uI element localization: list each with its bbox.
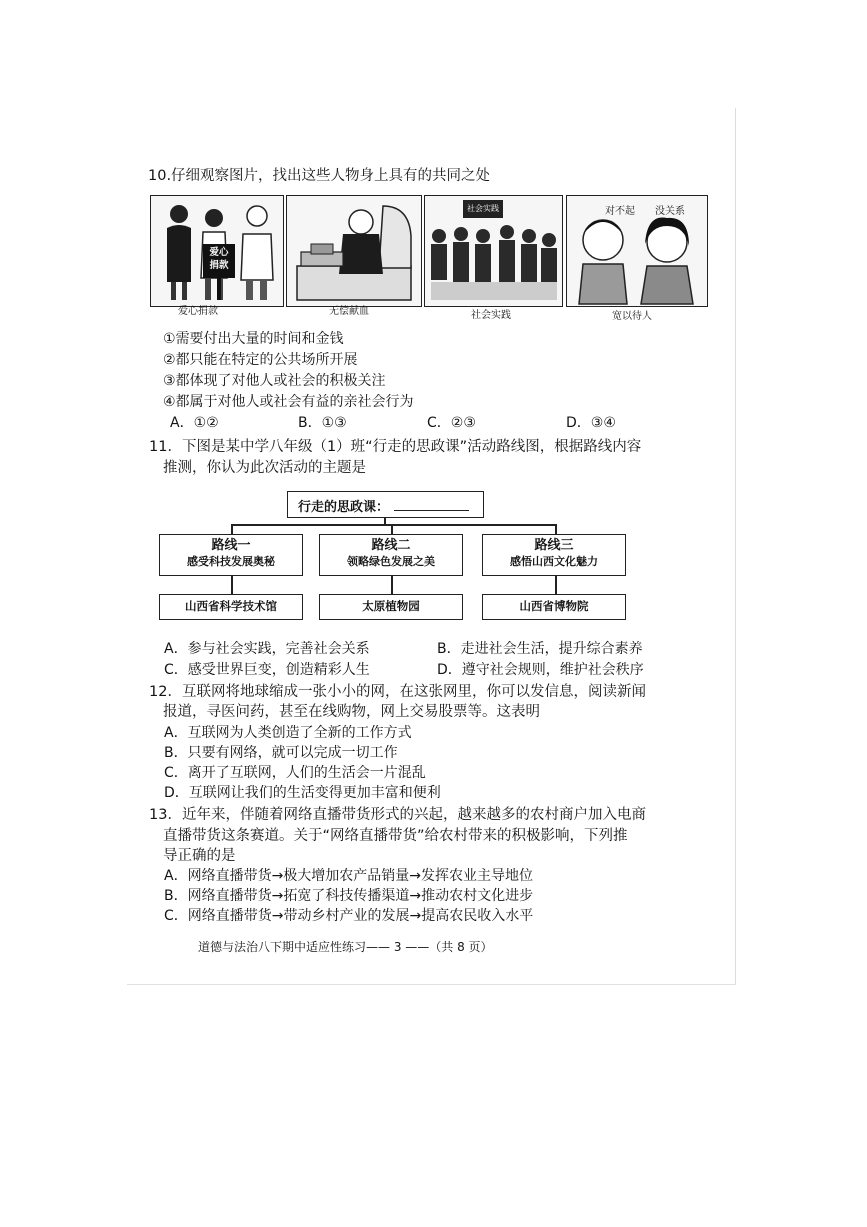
picture-forgiveness bbox=[566, 195, 708, 307]
q12-option-c[interactable]: C．离开了互联网，人们的生活会一片混乱 bbox=[164, 765, 426, 781]
q10-statement-2: ②都只能在特定的公共场所开展 bbox=[163, 352, 358, 368]
page-footer: 道德与法治八下期中适应性练习—— 3 ——（共 8 页） bbox=[198, 940, 493, 954]
q12-option-d[interactable]: D．互联网让我们的生活变得更加丰富和便利 bbox=[164, 785, 441, 801]
caption-donation: 爱心捐款 bbox=[178, 306, 218, 317]
q13-stem-line-1: 13．近年来，伴随着网络直播带货形式的兴起，越来越多的农村商户加入电商 bbox=[149, 807, 646, 823]
connector-bar bbox=[231, 524, 556, 526]
route-1-desc: 感受科技发展奥秘 bbox=[187, 555, 275, 568]
q10-option-a[interactable]: A．①② bbox=[170, 415, 219, 431]
q10-option-c[interactable]: C．②③ bbox=[427, 415, 476, 431]
connector-place-1 bbox=[231, 576, 233, 594]
q10-statement-4: ④都属于对他人或社会有益的亲社会行为 bbox=[163, 394, 414, 410]
q11-option-a[interactable]: A．参与社会实践，完善社会关系 bbox=[164, 641, 370, 657]
caption-social-practice: 社会实践 bbox=[471, 310, 511, 321]
picture-donation bbox=[150, 195, 284, 307]
route-1-name: 路线一 bbox=[211, 538, 251, 553]
q13-option-a[interactable]: A．网络直播带货→极大增加农产品销量→发挥农业主导地位 bbox=[164, 868, 534, 884]
q12-option-a[interactable]: A．互联网为人类创造了全新的工作方式 bbox=[164, 725, 412, 741]
route-map-title: 行走的思政课： bbox=[298, 500, 390, 515]
route-3-box bbox=[482, 534, 626, 576]
q12-stem-line-1: 12．互联网将地球缩成一张小小的网，在这张网里，你可以发信息，阅读新闻 bbox=[149, 684, 646, 700]
q11-option-b[interactable]: B．走进社会生活，提升综合素养 bbox=[437, 641, 643, 657]
q10-statement-1: ①需要付出大量的时间和金钱 bbox=[163, 331, 344, 347]
route-map-title-blank bbox=[394, 510, 469, 511]
forgiveness-illustration bbox=[567, 196, 707, 306]
q13-option-b[interactable]: B．网络直播带货→拓宽了科技传播渠道→推动农村文化进步 bbox=[164, 888, 534, 904]
q11-stem-line-2: 推测，你认为此次活动的主题是 bbox=[163, 460, 366, 476]
picture-social-practice bbox=[424, 195, 563, 307]
route-3-place: 山西省博物院 bbox=[482, 594, 626, 620]
blood-donation-illustration bbox=[287, 196, 421, 306]
q11-stem-line-1: 11．下图是某中学八年级（1）班“行走的思政课”活动路线图，根据路线内容 bbox=[149, 439, 642, 455]
route-map-title-box bbox=[287, 491, 484, 518]
social-practice-banner: 社会实践 bbox=[467, 204, 499, 213]
caption-forgiveness: 宽以待人 bbox=[612, 311, 652, 322]
q13-stem-line-2: 直播带货这条赛道。关于“网络直播带货”给农村带来的积极影响，下列推 bbox=[163, 828, 628, 844]
q10-stem: 10.仔细观察图片，找出这些人物身上具有的共同之处 bbox=[148, 168, 491, 184]
q10-option-b[interactable]: B．①③ bbox=[298, 415, 347, 431]
q13-option-c[interactable]: C．网络直播带货→带动乡村产业的发展→提高农民收入水平 bbox=[164, 908, 534, 924]
route-3-name: 路线三 bbox=[534, 538, 574, 553]
route-2-name: 路线二 bbox=[371, 538, 411, 553]
q12-stem-line-2: 报道，寻医问药，甚至在线购物，网上交易股票等。这表明 bbox=[163, 704, 540, 720]
q12-option-b[interactable]: B．只要有网络，就可以完成一切工作 bbox=[164, 745, 398, 761]
speech-sorry: 对不起 bbox=[605, 206, 635, 217]
route-2-box bbox=[319, 534, 463, 576]
connector-place-3 bbox=[555, 576, 557, 594]
donation-box-label: 爱心捐款 bbox=[209, 247, 229, 271]
q10-statement-3: ③都体现了对他人或社会的积极关注 bbox=[163, 373, 386, 389]
picture-blood-donation bbox=[286, 195, 422, 307]
connector-place-2 bbox=[391, 576, 393, 594]
connector-route-2 bbox=[391, 524, 393, 534]
speech-never-mind: 没关系 bbox=[655, 206, 685, 217]
q13-stem-line-3: 导正确的是 bbox=[163, 848, 236, 864]
q11-option-d[interactable]: D．遵守社会规则，维护社会秩序 bbox=[437, 662, 644, 678]
route-1-place: 山西省科学技术馆 bbox=[159, 594, 303, 620]
route-2-desc: 领略绿色发展之美 bbox=[347, 555, 435, 568]
route-2-place: 太原植物园 bbox=[319, 594, 463, 620]
route-3-desc: 感悟山西文化魅力 bbox=[510, 555, 598, 568]
q11-option-c[interactable]: C．感受世界巨变，创造精彩人生 bbox=[164, 662, 370, 678]
q10-option-d[interactable]: D．③④ bbox=[566, 415, 616, 431]
caption-blood-donation: 无偿献血 bbox=[329, 306, 369, 317]
connector-route-3 bbox=[555, 524, 557, 534]
route-1-box bbox=[159, 534, 303, 576]
connector-route-1 bbox=[231, 524, 233, 534]
